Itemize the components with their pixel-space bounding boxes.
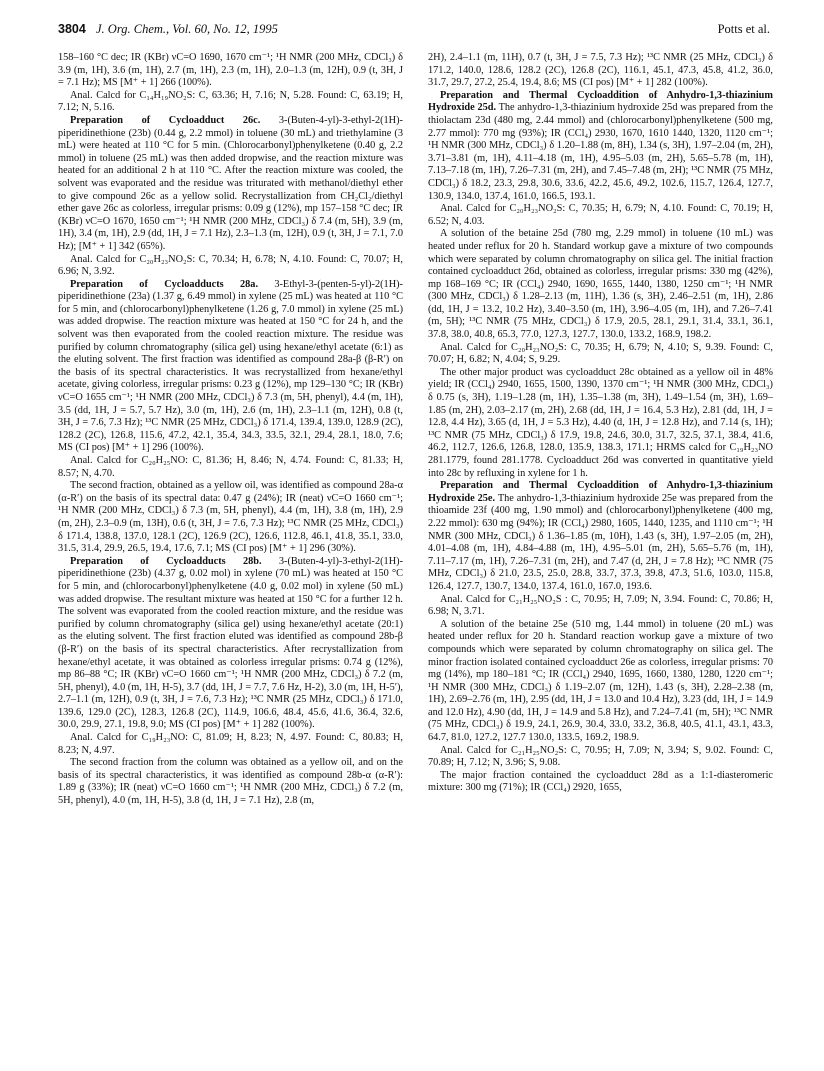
paragraph-text: Anal. Calcd for C₂₀H₂₃NO₂S: C, 70.35; H, 6.79; N, 4.10. Found: C, 70.19; H, 6.52; N, 4.03. — [428, 203, 773, 227]
paragraph — [58, 90, 403, 115]
paragraph — [428, 52, 773, 90]
paragraph-text: Anal. Calcd for C₂₀H₂₃NO₂S: C, 70.35; H, 6.79; N, 4.10; S, 9.39. Found: C, 70.07; H, 6.82; N, 4.04; S, 9.29. — [428, 341, 773, 366]
paragraph-text: The anhydro-1,3-thiazinium hydroxide 25d was prepared from the thiolactam 23d (480 mg, 2.44 mmol) and (chlorocarbonyl)phenylketene (500 mg, 2.77 mmol): 770 mg (93%); IR (CCl₄) 2930, 1670, 1610 1440, 1320, 1120 cm⁻¹; ¹H NMR (300 MHz, CDCl₃) δ 1.20–1.88 (m, 8H), 1.34 (s, 3H), 1.97–2.04 (m, 2H), 3.71–3.81 (m, 1H), 4.11–4.18 (m, 1H), 4.95–5.03 (m, 2H), 5.65–5.78 (m, 1H), 7.13–7.18 (m, 1H), 7.26–7.31 (m, 2H), and 7.45–7.48 (m, 2H); ¹³C NMR (75 MHz, CDCl₃) δ 18.2, 23.3, 29.8, 30.6, 33.6, 42.2, 45.6, 49.2, 102.6, 115.7, 126.4, 127.7, 130.9, 134.0, 137.4, 161.0, 166.5, 193.1. — [428, 102, 773, 202]
paragraph-text: 158–160 °C dec; IR (KBr) νC=O 1690, 1670 cm⁻¹; ¹H NMR (200 MHz, CDCl₃) δ 3.9 (m, 1H), 3.6 (m, 1H), 2.7 (m, 1H), 2.3 (m, 1H), 2.0–1.3 (m, 12H), 0.9 (t, 3H, J = 7.1 Hz); MS [M⁺ + 1] 266 (100%). — [58, 52, 403, 89]
paragraph — [58, 556, 403, 732]
paragraph-text: 3-(Buten-4-yl)-3-ethyl-2(1H)-piperidinethione (23b) (0.44 g, 2.2 mmol) in toluene (30 mL) and triethylamine (3 mL) were heated at 110 °C for 5 min. (Chlorocarbonyl)phenylketene (0.40 g, 2.2 mmol) in toluene (25 mL) was then added dropwise, and the reaction mixture was heated for an additional 2 h at 110 °C. After the reaction mixture was cooled, the solvent was evaporated and the residue was triturated with methanol/diethyl ether to give compound 26c as a yellow solid. Recrystallization from CH₂Cl₂/diethyl ether gave 26c as colorless, irregular prisms: 0.09 g (12%), mp 157–158 °C dec; IR (KBr) νC=O 1670, 1650 cm⁻¹; ¹H NMR (200 MHz, CDCl₃) δ 7.4 (m, 5H), 3.9 (m, 1H), 3.4 (m, 1H), 2.9 (dd, 1H, J = 7.1 Hz), 2.3–1.3 (m, 12H), 0.9 (t, 3H, J = 7.1, 7.0 Hz); [M⁺ + 1] 342 (65%). — [58, 114, 403, 252]
paragraph-text: 3-Ethyl-3-(penten-5-yl)-2(1H)-piperidinethione (23a) (1.37 g, 6.49 mmol) in xylene (25 mL) was heated at 110 °C for 5 min, and (chlorocarbonyl)phenylketene (1.26 g, 7.0 mmol) in xylene (25 mL) was added dropwise. The reaction mixture was heated at 150 °C for 24 h, and the solvent was then evaporated from the cooled reaction mixture. The residue was purified by column chromatography (silica gel) using hexane/ethyl acetate (6:1) as the eluting solvent. The first fraction was identified as compound 28a-β (β-R′) on the basis of its spectral characteristics. It was recrystallized from hexane/ethyl acetate, giving colorless, irregular prisms: 0.23 g (12%), mp 129–130 °C; IR (KBr) νC=O 1655 cm⁻¹; ¹H NMR (200 MHz, CDCl₃) δ 7.3 (m, 5H, phenyl), 4.4 (m, 1H), 3.5 (dd, 1H, J = 5.7, 5.7 Hz), 3.0 (m, 1H), 2.6 (m, 1H), 2.3–1.1 (m, 12H), 0.8 (t, 3H, J = 7.6, 7.3 Hz); ¹³C NMR (25 MHz, CDCl₃) δ 171.4, 139.4, 139.0, 128.9 (2C), 128.2 (2C), 126.8, 115.6, 47.2, 42.1, 35.4, 34.3, 33.5, 32.1, 29.4, 28.1, 18.0, 7.6; MS (CI pos) [M⁺ + 1] 296 (100%). — [58, 278, 403, 454]
paragraph-text: Anal. Calcd for C₂₀H₂₃NO₂S: C, 70.34; H, 6.78; N, 4.10. Found: C, 70.07; H, 6.96; N, 3.92. — [58, 253, 403, 278]
paragraph — [58, 455, 403, 480]
paragraph-text: A solution of the betaine 25e (510 mg, 1.44 mmol) in toluene (20 mL) was heated under reflux for 20 h. Standard reaction workup gave a mixture of two compounds which were separated by column chromatography on silica gel. The minor fraction isolated contained cycloadduct 26e as colorless, irregular prisms: 70 mg (14%), mp 180–181 °C; IR (CCl₄) 2940, 1695, 1660, 1380, 1280, 1220 cm⁻¹; ¹H NMR (300 MHz, CDCl₃) δ 1.19–2.07 (m, 12H), 1.43 (s, 3H), 2.28–2.38 (m, 1H), 2.69–2.76 (m, 1H), 2.95 (dd, 1H, J = 13.0 and 10.4 Hz), 3.23 (dd, 1H, J = 14.9 and 12.0 Hz), 4.90 (dd, 1H, J = 14.9 and 5.8 Hz), and 7.24–7.41 (m, 5H); ¹³C NMR (75 MHz, CDCl₃) δ 19.9, 24.1, 26.9, 30.4, 33.0, 33.2, 36.8, 40.5, 41.1, 43.1, 43.3, 64.7, 81.0, 127.2, 127.7 130.0, 133.5, 169.2, 198.9. — [428, 618, 773, 744]
paragraph-text: Anal. Calcd for C₂₁H₂₅NO₂S : C, 70.95; H, 7.09; N, 3.94. Found: C, 70.86; H, 6.98; N, 3.71. — [428, 593, 773, 618]
paragraph — [58, 52, 403, 90]
page-number: 3804 — [58, 22, 86, 36]
paragraph-text: The second fraction from the column was obtained as a yellow oil, and on the basis of its spectral characteristics, it was identified as compound 28b-α (α-R′): 1.89 g (33%); IR (neat) νC=O 1660 cm⁻¹; ¹H NMR (200 MHz, CDCl₃) δ 7.2 (m, 5H, phenyl), 4.0 (m, 1H, H-5), 3.8 (d, 1H, J = 7.1 Hz), 2.8 (m, — [58, 757, 403, 807]
paragraph-text: 3-(Buten-4-yl)-3-ethyl-2(1H)-piperidinethione (23b) (4.37 g, 0.02 mol) in xylene (70 mL) was heated at 150 °C for 5 min, and (chlorocarbonyl)phenylketene (4.0 g, 0.02 mol) in xylene (50 mL) was added dropwise. The resultant mixture was heated at 150 °C for a further 12 h. The solvent was evaporated from the cooled reaction mixture, and the residue was purified by column chromatography (silica gel) using hexane/ethyl acetate (20:1) as the eluting solvent. The first fraction eluted was identified as compound 28b-β (β-R′) on the basis of its spectral characteristics. After recrystallization from hexane/ethyl acetate, it was obtained as colorless irregular prisms: 0.74 g (12%), mp 86–88 °C; IR (KBr) νC=O 1660 cm⁻¹; ¹H NMR (200 MHz, CDCl₃) δ 7.2 (m, 5H, phenyl), 4.0 (m, 1H, H-5), 3.7 (dd, 1H, J = 7.7, 7.6 Hz, H-2), 3.0 (m, 1H, H-5′), 2.7–1.1 (m, 12H), 0.9 (t, 3H, J = 7.6, 7.3 Hz); ¹³C NMR (25 MHz, CDCl₃) δ 171.0, 139.6, 129.0 (2C), 128.3, 126.8 (2C), 114.9, 106.6, 48.4, 45.6, 41.6, 36.4, 32.6, 30.0, 29.9, 27.1, 19.8, 9.0; MS (CI pos) [M⁺ + 1] 282 (100%). — [58, 555, 403, 731]
paragraph-text: Anal. Calcd for C₂₀H₂₅NO: C, 81.36; H, 8.46; N, 4.74. Found: C, 81.33; H, 8.57; N, 4.70. — [58, 455, 403, 479]
paragraph — [428, 203, 773, 228]
paragraph — [58, 480, 403, 556]
paragraph — [58, 254, 403, 279]
paragraph — [58, 279, 403, 455]
paragraph-text: 2H), 2.4–1.1 (m, 11H), 0.7 (t, 3H, J = 7.5, 7.3 Hz); ¹³C NMR (25 MHz, CDCl₃) δ 171.2, 140.0, 128.6, 128.2 (2C), 126.8 (2C), 116.1, 45.1, 47.3, 45.8, 41.2, 36.0, 31.7, 29.7, 27.2, 25.4, 19.4, 8.6; MS (CI pos) [M⁺ + 1] 282 (100%). — [428, 52, 773, 89]
paragraph — [428, 480, 773, 593]
paragraph-text: Anal. Calcd for C₁₄H₁₉NO₂S: C, 63.36; H, 7.16; N, 5.28. Found: C, 63.19; H, 7.12; N, 5.16. — [58, 89, 403, 114]
paragraph-text: The major fraction contained the cycloadduct 28d as a 1:1-diasteromeric mixture: 300 mg (71%); IR (CCl₄) 2920, 1655, — [428, 769, 773, 794]
paragraph — [428, 619, 773, 745]
paragraph — [58, 115, 403, 254]
paragraph-text: The second fraction, obtained as a yellow oil, was identified as compound 28a-α (α-R′) on the basis of its spectral data: 0.47 g (24%); IR (neat) νC=O 1660 cm⁻¹; ¹H NMR (200 MHz, CDCl₃) δ 7.3 (m, 5H, phenyl), 4.4 (m, 1H), 3.8 (m, 1H), 2.9 (m, 2H), 2.3–0.9 (m, 13H), 0.6 (t, 3H, J = 7.6, 7.3 Hz); ¹³C NMR (25 MHz, CDCl₃) δ 171.4, 138.8, 137.0, 128.1 (2C), 126.9 (2C), 126.6, 112.8, 46.1, 41.8, 35.1, 33.0, 31.5, 31.4, 29.9, 26.5, 19.4, 17.6, 7.1; MS (CI pos) [M⁺ + 1] 296 (30%). — [58, 480, 403, 555]
paragraph — [58, 757, 403, 807]
paragraph-heading: Preparation of Cycloadducts 28b. — [70, 555, 262, 567]
journal-citation: J. Org. Chem., Vol. 60, No. 12, 1995 — [96, 22, 278, 36]
right-column — [428, 52, 773, 1062]
paragraph — [428, 90, 773, 203]
paragraph-text: Anal. Calcd for C₂₁H₂₅NO₂S: C, 70.95; H, 7.09; N, 3.94; S, 9.02. Found: C, 70.89; H, 7.12; N, 3.96; S, 9.08. — [428, 744, 773, 769]
paragraph — [428, 594, 773, 619]
running-header — [58, 22, 770, 40]
paragraph — [58, 732, 403, 757]
paragraph-text: The other major product was cycloadduct 28c obtained as a yellow oil in 48% yield; IR (CCl₄) 2940, 1655, 1500, 1390, 1370 cm⁻¹; ¹H NMR (300 MHz, CDCl₃) δ 0.75 (s, 3H), 1.19–1.28 (m, 1H), 1.35–1.38 (m, 3H), 1.49–1.54 (m, 3H), 1.69–1.85 (m, 2H), 2.03–2.17 (m, 2H), 2.68 (dd, 1H, J = 16.4, 5.3 Hz), 2.81 (dd, 1H, J = 12.8, 4.4 Hz), 3.65 (d, 1H, J = 5.3 Hz), 4.40 (d, 1H, J = 12.8 Hz), and 7.14 (s, 1H); ¹³C NMR (75 MHz, CDCl₃) δ 17.9, 19.8, 24.6, 30.0, 31.7, 32.5, 37.1, 38.4, 41.6, 46.2, 112.7, 126.6, 126.8, 128.0, 135.9, 138.3, 171.1; HRMS calcd for C₁₉H₂₃NO 281.1779, found 281.1778. Cycloadduct 26d was converted in quantitative yield into 28c by refluxing in xylene for 1 h. — [428, 366, 773, 479]
running-authors: Potts et al. — [717, 22, 770, 36]
paragraph — [428, 367, 773, 480]
paragraph — [428, 770, 773, 795]
paragraph — [428, 342, 773, 367]
paragraph-text: The anhydro-1,3-thiazinium hydroxide 25e was prepared from the thioamide 23f (400 mg, 1.90 mmol) and (chlorocarbonyl)phenylketene (400 mg, 2.22 mmol): 630 mg (94%); IR (CCl₄) 2980, 1605, 1440, 1235, and 1110 cm⁻¹; ¹H NMR (300 MHz, CDCl₃) δ 1.36–1.85 (m, 10H), 1.43 (s, 3H), 1.97–2.05 (m, 2H), 4.01–4.08 (m, 1H), 4.84–4.88 (m, 1H), 4.95–5.01 (m, 2H), 5.65–5.76 (m, 1H), 7.11–7.17 (m, 1H), 7.26–7.31 (m, 2H), and 7.47 (d, 2H, J = 7.8 Hz); ¹³C NMR (75 MHz, CDCl₃) δ 21.0, 23.5, 25.0, 28.8, 33.7, 37.3, 39.8, 47.3, 51.6, 103.0, 115.8, 126.4, 127.7, 130.7, 134.0, 137.4, 161.0, 167.0, 193.6. — [428, 492, 773, 592]
paragraph — [428, 228, 773, 341]
left-column — [58, 52, 403, 1062]
paragraph-heading: Preparation and Thermal Cycloaddition of Anhydro-1,3-thiazinium Hydroxide 25e. — [428, 480, 773, 504]
paragraph-heading: Preparation of Cycloadduct 26c. — [70, 114, 261, 126]
paragraph-heading: Preparation and Thermal Cycloaddition of Anhydro-1,3-thiazinium Hydroxide 25d. — [428, 89, 773, 114]
paragraph — [428, 745, 773, 770]
paragraph-heading: Preparation of Cycloadducts 28a. — [70, 278, 259, 290]
paragraph-text: A solution of the betaine 25d (780 mg, 2.29 mmol) in toluene (10 mL) was heated under reflux for 20 h. Standard workup gave a mixture of two compounds which were separated by column chromatography on silica gel. The initial fraction contained cycloadduct 26d, obtained as colorless, irregular prisms: 330 mg (42%), mp 168–169 °C; IR (CCl₄) 2940, 1690, 1655, 1440, 1380, 1250 cm⁻¹; ¹H NMR (300 MHz, CDCl₃) δ 1.28–2.13 (m, 11H), 1.36 (s, 3H), 2.46–2.51 (m, 1H), 2.86 (dd, 1H, J = 13.2, 10.2 Hz), 3.40–3.50 (m, 1H), 3.96–4.05 (m, 1H), and 7.26–7.41 (m, 5H); ¹³C NMR (75 MHz, CDCl₃) δ 17.9, 20.5, 28.1, 29.1, 31.4, 33.1, 36.1, 37.8, 38.0, 40.8, 65.3, 77.0, 127.3, 127.7, 130.0, 133.2, 168.9, 198.2. — [428, 228, 773, 341]
paragraph-text: Anal. Calcd for C₁₉H₂₃NO: C, 81.09; H, 8.23; N, 4.97. Found: C, 80.83; H, 8.23; N, 4.97. — [58, 732, 403, 756]
